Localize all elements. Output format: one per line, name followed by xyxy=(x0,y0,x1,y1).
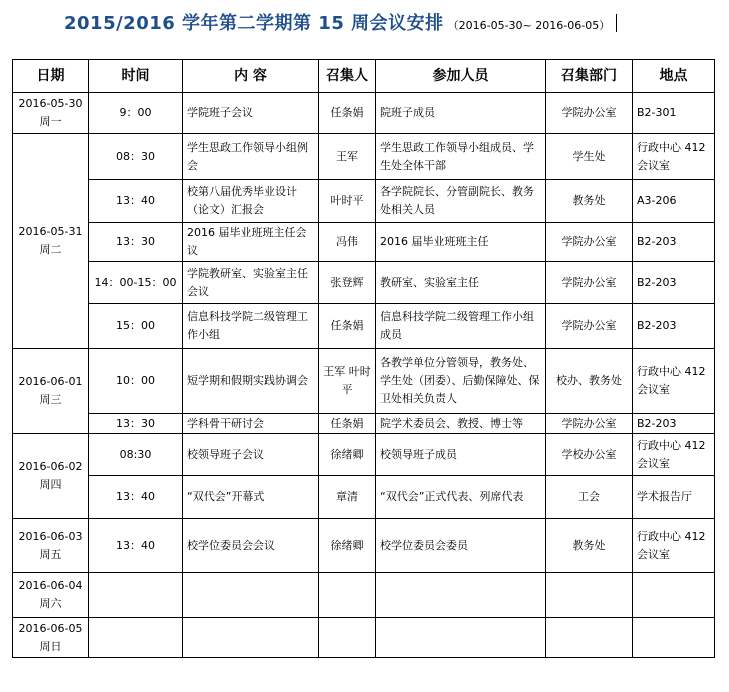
table-row xyxy=(13,223,715,262)
weekday-value: 周三 xyxy=(39,393,62,406)
table-row xyxy=(13,134,715,180)
content-cell: 学院教研室、实验室主任会议 xyxy=(183,262,319,304)
participants-cell: 各教学单位分管领导，教务处、学生处（团委）、后勤保障处、保卫处相关负责人 xyxy=(376,349,546,414)
department-cell: 学校办公室 xyxy=(546,434,633,476)
page-title: 2015/2016 学年第二学期第 15 周会议安排 xyxy=(64,13,444,34)
date-cell xyxy=(13,573,89,618)
table-row xyxy=(13,180,715,223)
convener-cell: 张登辉 xyxy=(319,262,376,304)
column-header-content: 内 容 xyxy=(183,60,319,93)
date-value: 2016-05-30 xyxy=(18,97,83,110)
table-row xyxy=(13,414,715,434)
content-cell: 信息科技学院二级管理工作小组 xyxy=(183,304,319,349)
department-cell: 教务处 xyxy=(546,519,633,573)
table-row xyxy=(13,519,715,573)
department-cell: 学院办公室 xyxy=(546,223,633,262)
content-cell: 学科骨干研讨会 xyxy=(183,414,319,434)
date-value: 2016-06-05 xyxy=(18,621,83,635)
page-header xyxy=(64,9,617,35)
participants-cell: 2016 届毕业班班主任 xyxy=(376,223,546,262)
time-cell xyxy=(89,618,183,658)
weekday-value: 周六 xyxy=(39,597,62,610)
date-range: （2016-05-30~ 2016-06-05） xyxy=(447,19,611,32)
date-cell xyxy=(13,93,89,134)
content-cell: 校学位委员会会议 xyxy=(183,519,319,573)
department-cell xyxy=(546,618,633,658)
time-cell: 08:30 xyxy=(89,434,183,476)
convener-cell: 任条娟 xyxy=(319,93,376,134)
department-cell: 学生处 xyxy=(546,134,633,180)
table-row xyxy=(13,93,715,134)
location-cell: B2-203 xyxy=(633,414,715,434)
date-value: 2016-06-03 xyxy=(18,529,83,543)
time-cell: 14：00-15：00 xyxy=(89,262,183,304)
location-cell: 行政中心 412 会议室 xyxy=(633,349,715,414)
location-cell: 行政中心 412 会议室 xyxy=(633,434,715,476)
convener-cell: 王军 xyxy=(319,134,376,180)
time-cell xyxy=(89,573,183,618)
weekday-value: 周二 xyxy=(39,243,62,256)
time-cell: 10：00 xyxy=(89,349,183,414)
date-cell xyxy=(13,434,89,519)
location-cell xyxy=(633,573,715,618)
weekday-value: 周一 xyxy=(39,115,62,128)
department-cell: 学院办公室 xyxy=(546,262,633,304)
department-cell xyxy=(546,573,633,618)
convener-cell: 叶时平 xyxy=(319,180,376,223)
weekday-value: 周五 xyxy=(39,547,62,561)
participants-cell: 学生思政工作领导小组成员、学生处全体干部 xyxy=(376,134,546,180)
location-cell: B2-203 xyxy=(633,223,715,262)
content-cell: 校第八届优秀毕业设计（论文）汇报会 xyxy=(183,180,319,223)
time-cell: 13：30 xyxy=(89,223,183,262)
date-cell xyxy=(13,349,89,434)
location-cell: B2-203 xyxy=(633,262,715,304)
participants-cell: 教研室、实验室主任 xyxy=(376,262,546,304)
location-cell: 学术报告厅 xyxy=(633,476,715,519)
time-cell: 08：30 xyxy=(89,134,183,180)
time-cell: 13：30 xyxy=(89,414,183,434)
content-cell xyxy=(183,573,319,618)
convener-cell: 徐绪卿 xyxy=(319,434,376,476)
column-header-department: 召集部门 xyxy=(546,60,633,93)
location-cell: B2-203 xyxy=(633,304,715,349)
date-value: 2016-06-02 xyxy=(18,460,83,473)
location-cell: 行政中心 412 会议室 xyxy=(633,519,715,573)
participants-cell: 信息科技学院二级管理工作小组成员 xyxy=(376,304,546,349)
location-cell xyxy=(633,618,715,658)
date-value: 2016-06-04 xyxy=(18,579,83,592)
convener-cell: 王军 叶时平 xyxy=(319,349,376,414)
department-cell: 工会 xyxy=(546,476,633,519)
location-cell: B2-301 xyxy=(633,93,715,134)
participants-cell xyxy=(376,573,546,618)
weekday-value: 周日 xyxy=(39,639,62,653)
column-header-date: 日期 xyxy=(13,60,89,93)
table-header-row xyxy=(13,60,715,93)
table-row xyxy=(13,262,715,304)
department-cell: 教务处 xyxy=(546,180,633,223)
content-cell: 校领导班子会议 xyxy=(183,434,319,476)
participants-cell: 校学位委员会委员 xyxy=(376,519,546,573)
content-cell xyxy=(183,618,319,658)
date-cell xyxy=(13,519,89,573)
convener-cell: 徐绪卿 xyxy=(319,519,376,573)
date-cell xyxy=(13,618,89,658)
participants-cell xyxy=(376,618,546,658)
content-cell: 学院班子会议 xyxy=(183,93,319,134)
content-cell: 学生思政工作领导小组例会 xyxy=(183,134,319,180)
meeting-schedule-table xyxy=(12,59,715,658)
text-cursor xyxy=(616,14,617,32)
convener-cell: 章清 xyxy=(319,476,376,519)
time-cell: 15：00 xyxy=(89,304,183,349)
convener-cell xyxy=(319,573,376,618)
participants-cell: 院班子成员 xyxy=(376,93,546,134)
date-cell xyxy=(13,134,89,349)
table-row xyxy=(13,618,715,658)
column-header-convener: 召集人 xyxy=(319,60,376,93)
participants-cell: “双代会”正式代表、列席代表 xyxy=(376,476,546,519)
location-cell: 行政中心 412 会议室 xyxy=(633,134,715,180)
table-row xyxy=(13,476,715,519)
participants-cell: 院学术委员会、教授、博士等 xyxy=(376,414,546,434)
time-cell: 9：00 xyxy=(89,93,183,134)
time-cell: 13：40 xyxy=(89,476,183,519)
convener-cell: 任条娟 xyxy=(319,304,376,349)
table-row xyxy=(13,573,715,618)
department-cell: 学院办公室 xyxy=(546,414,633,434)
department-cell: 学院办公室 xyxy=(546,304,633,349)
participants-cell: 各学院院长、分管副院长、教务处相关人员 xyxy=(376,180,546,223)
table-row xyxy=(13,434,715,476)
time-cell: 13：40 xyxy=(89,519,183,573)
convener-cell xyxy=(319,618,376,658)
table-row xyxy=(13,349,715,414)
column-header-time: 时间 xyxy=(89,60,183,93)
content-cell: “双代会”开幕式 xyxy=(183,476,319,519)
weekday-value: 周四 xyxy=(39,478,62,491)
content-cell: 2016 届毕业班班主任会议 xyxy=(183,223,319,262)
date-value: 2016-06-01 xyxy=(18,375,83,388)
department-cell: 学院办公室 xyxy=(546,93,633,134)
table-row xyxy=(13,304,715,349)
column-header-location: 地点 xyxy=(633,60,715,93)
convener-cell: 冯伟 xyxy=(319,223,376,262)
time-cell: 13：40 xyxy=(89,180,183,223)
convener-cell: 任条娟 xyxy=(319,414,376,434)
date-value: 2016-05-31 xyxy=(18,225,83,238)
column-header-participants: 参加人员 xyxy=(376,60,546,93)
department-cell: 校办、教务处 xyxy=(546,349,633,414)
location-cell: A3-206 xyxy=(633,180,715,223)
participants-cell: 校领导班子成员 xyxy=(376,434,546,476)
content-cell: 短学期和假期实践协调会 xyxy=(183,349,319,414)
